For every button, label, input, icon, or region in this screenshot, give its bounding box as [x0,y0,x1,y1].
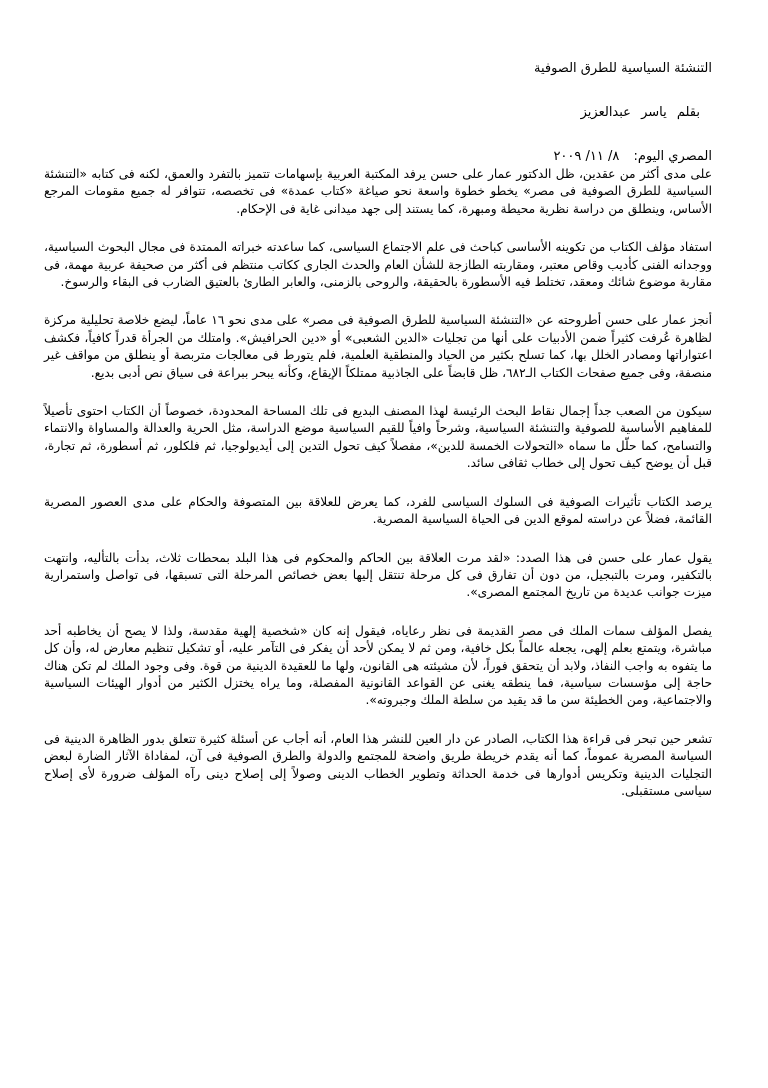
article-byline: بقلم ياسر عبدالعزيز [580,105,700,120]
paragraph: استفاد مؤلف الكتاب من تكوينه الأساسى كباحث فى علم الاجتماع السياسى، كما ساعدته خبراته الممتدة فى مجال البحوث السياسية، ووجدانه الفنى كأديب وقاص معتبر، ومقاربته الطازجة للشأن العام والحدث الجارى ككاتب منتظم فى أكثر من صحيفة عربية مهمة، فى مقاربة موضوع شائك ومعقد، تختلط فيه الأسطورة بالحقيقة، والروحى بالزمنى، والعابر الطارئ بالعتيق الضارب فى البقاء والرسوخ. [44,240,712,290]
paragraph: يفصل المؤلف سمات الملك فى مصر القديمة فى نظر رعاياه، فيقول إنه كان «شخصية إلهية مقدسة، ولذا لا يصح أن يخاطبه أحد مباشرة، ويتمتع بعلم إلهى، يجعله عالماً بكل خافية، ومن ثم لا يمكن لأحد أن يفكر فى التآمر عليه، أو تشكيل تنظيم معارض له، وأن كل ما يتفوه به واجب النفاذ، ولابد أن يتحقق فوراً، لأن مشيئته هى القانون، ولها ما للعقيدة الدينية من قوة. وفى وجود الملك لم تكن هناك حاجة إلى مؤسسات سياسية، فما ينطقه يغنى عن القواعد القانونية المفصلة، وما يراه يختزل الكثير من أدوار الهيئات السياسية والاجتماعية، ومن الخطيئة سن ما قد يقيد من سلطة الملك وجبروته». [44,623,712,708]
paragraph: سيكون من الصعب جداً إجمال نقاط البحث الرئيسة لهذا المصنف البديع فى تلك المساحة المحدودة، خصوصاً أن الكتاب احتوى تأصيلاً للمفاهيم الأساسية للصوفية والتنشئة السياسية، وشرحاً وافياً للقيم السياسية موضع الدراسة، مثل الحرية والعدالة والمساواة والانتماء والتسامح، كما حلّل ما سماه «التحولات الخمسة للدين»، مفصلاً كيف تحول التدين إلى أيديولوجيا، ثم فلكلور، ثم أسطورة، ثم تجارة، قبل أن يوضح كيف تحول إلى خطاب ثقافى سائد. [44,404,712,471]
paragraph: يقول عمار على حسن فى هذا الصدد: «لقد مرت العلاقة بين الحاكم والمحكوم فى هذا البلد بمحطات ثلاث، بدأت بالتأليه، وانتهت بالتكفير، ومرت بالتبجيل، من دون أن تفارق فى كل مرحلة تنتقل إليها بعض خصائص المرحلة التى تسبقها، فى تواصل واستمرارية ميزت جوانب عديدة من تاريخ المجتمع المصرى». [44,550,712,600]
article-source-line [44,148,712,166]
paragraph: على مدى أكثر من عقدين، ظل الدكتور عمار على حسن يرفد المكتبة العربية بإسهامات تتميز بالتفرد والعمق، لكنه فى كتابه «التنشئة السياسية للطرق الصوفية فى مصر» يخطو خطوة واسعة نحو صياغة «كتاب عمدة» فى تخصصه، تتوافر له جميع مقومات المرجع الأساس، وينطلق من دراسة نظرية محيطة ومبهرة، كما يستند إلى جهد ميدانى غاية فى الإحكام. [44,167,712,216]
paragraph: يرصد الكتاب تأثيرات الصوفية فى السلوك السياسى للفرد، كما يعرض للعلاقة بين المتصوفة والحكام على مدى العصور المصرية القائمة، فضلاً عن دراسته لموقع الدين فى الحياة السياسية المصرية. [44,494,712,527]
publication-date: ٨/ ١١/ ٢٠٠٩ [553,149,620,164]
article-title: التنشئة السياسية للطرق الصوفية [533,61,712,76]
paragraph: تشعر حين تبحر فى قراءة هذا الكتاب، الصادر عن دار العين للنشر هذا العام، أنه أجاب عن أسئلة كثيرة تتعلق بدور الظاهرة الدينية فى السياسة المصرية عموماً، كما أنه يقدم خريطة طريق واضحة للمجتمع والدولة والطرق الصوفية فى آن، لمفاداة الآثار الضارة لبعض التجليات الدينية وتكريس أدوارها فى خدمة الحداثة وتطوير الخطاب الدينى وصولاً إلى إصلاح دينى رآه المؤلف ضرورة لأى إصلاح سياسى مستقبلى. [44,731,712,798]
source-name: المصري اليوم: [633,149,712,164]
paragraph: أنجز عمار على حسن أطروحته عن «التنشئة السياسية للطرق الصوفية فى مصر» على مدى نحو ١٦ عاماً، ليضع خلاصة تحليلية مركزة لظاهرة عُرفت كثيراً ضمن الأدبيات على أنها من تجليات «الدين الشعبى» أو «دين الحرافيش». وامتلك من الجرأة قدراً كافياً، فكشف اعتواراتها ومصادر الخلل بها، كما تسلح بكثير من الحياد والمنطقية العلمية، فلم يتورط فى معالجات متربصة أو ينطلق من مواقف غير منصفة، وفى جميع صفحات الكتاب الـ٦٨٢، ظل قابضاً على الجاذبية ممتلكاً الإيقاع، وكأنه يبحر ببراعة فى سياق نص أدبى بديع. [44,313,712,380]
